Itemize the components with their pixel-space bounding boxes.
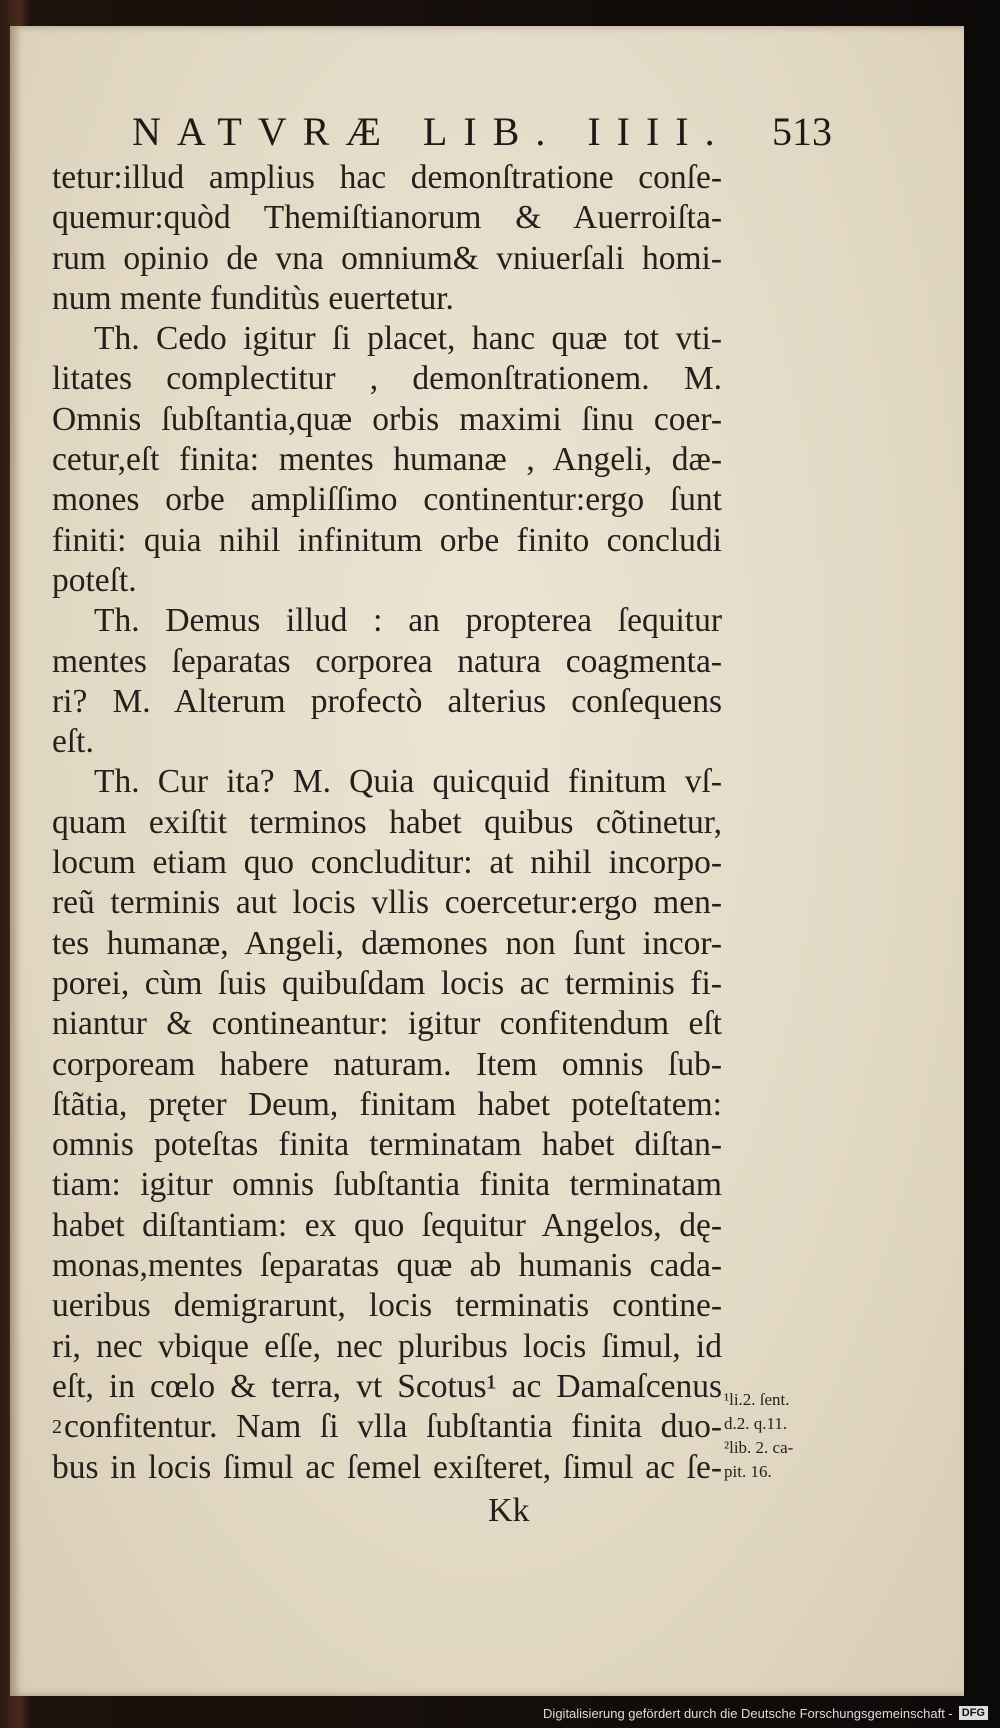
text-line: bus in locis ſimul ac ſemel exiſteret, ſimul ac ſe- bbox=[52, 1448, 722, 1486]
text-line: porei, cùm ſuis quibuſdam locis ac terminis fi- bbox=[52, 964, 722, 1002]
text-line-content: confitentur. Nam ſi vlla ſubſtantia finita duo- bbox=[64, 1408, 722, 1446]
credit-text: Digitalisierung gefördert durch die Deutsche Forschungsgemeinschaft - bbox=[543, 1705, 953, 1721]
text-line: quemur:quòd Themiſtianorum & Auerroiſta- bbox=[52, 199, 722, 237]
text-line: ri? M. Alterum profectò alterius conſequens bbox=[52, 682, 722, 720]
text-line: tes humanæ, Angeli, dæmones non ſunt incor- bbox=[52, 924, 722, 962]
margin-note: pit. 16. bbox=[724, 1462, 772, 1481]
text-line: Th. Demus illud : an propterea ſequitur bbox=[94, 602, 722, 640]
text-line: corpoream habere naturam. Item omnis ſub- bbox=[52, 1045, 722, 1083]
text-line: finiti: quia nihil infinitum orbe finito concludi bbox=[52, 521, 722, 559]
digitization-credit bbox=[543, 1702, 988, 1724]
text-line: poteſt. bbox=[52, 561, 137, 599]
body-text bbox=[52, 158, 722, 1488]
margin-note: d.2. q.11. bbox=[724, 1414, 788, 1433]
text-line: omnis poteſtas finita terminatam habet diſtan- bbox=[52, 1126, 722, 1164]
text-line: locum etiam quo concluditur: at nihil incorpo- bbox=[52, 844, 722, 882]
text-line: niantur & contineantur: igitur confitendum eſt bbox=[52, 1005, 722, 1043]
text-line: cetur,eſt finita: mentes humanæ , Angeli, dæ- bbox=[52, 441, 722, 479]
text-line: Th. Cedo igitur ſi placet, hanc quæ tot vti- bbox=[94, 320, 722, 358]
text-line: eſt. bbox=[52, 723, 94, 761]
text-line: num mente funditùs euertetur. bbox=[52, 279, 454, 317]
text-line: tetur:illud amplius hac demonſtratione conſe- bbox=[52, 159, 722, 196]
text-line bbox=[52, 1407, 722, 1447]
text-line: reũ terminis aut locis vllis coercetur:ergo men- bbox=[52, 884, 722, 922]
running-title: NATVRÆ LIB. IIII. bbox=[132, 109, 731, 154]
page-number: 513 bbox=[772, 109, 832, 154]
margin-note: ¹li.2. ſent. bbox=[724, 1390, 790, 1409]
text-line: ueribus demigrarunt, locis terminatis contine- bbox=[52, 1287, 722, 1325]
text-line: tiam: igitur omnis ſubſtantia finita terminatam bbox=[52, 1166, 722, 1204]
running-head bbox=[132, 108, 832, 160]
text-line: monas,mentes ſeparatas quæ ab humanis cada- bbox=[52, 1247, 722, 1285]
text-line: quam exiſtit terminos habet quibus cõtinetur, bbox=[52, 803, 722, 841]
text-line: Th. Cur ita? M. Quia quicquid finitum vſ- bbox=[94, 763, 722, 801]
text-line: ri, nec vbique eſſe, nec pluribus locis ſimul, id bbox=[52, 1327, 722, 1365]
margin-note: ²lib. 2. ca- bbox=[724, 1438, 794, 1457]
text-line: rum opinio de vna omnium& vniuerſali homi- bbox=[52, 239, 722, 277]
text-line: habet diſtantiam: ex quo ſequitur Angelos, dę- bbox=[52, 1206, 722, 1244]
dfg-logo: DFG bbox=[959, 1706, 988, 1720]
text-line: eſt, in cœlo & terra, vt Scotus¹ ac Damaſcenus bbox=[52, 1367, 722, 1405]
text-line: litates complectitur , demonſtrationem. M. bbox=[52, 360, 722, 398]
text-line: mones orbe ampliſſimo continentur:ergo ſunt bbox=[52, 481, 722, 519]
text-line: mentes ſeparatas corporea natura coagmenta- bbox=[52, 642, 722, 680]
footnote-marker: 2 bbox=[52, 1416, 62, 1439]
text-line: Omnis ſubſtantia,quæ orbis maximi ſinu coer- bbox=[52, 400, 722, 438]
catchword: Kk bbox=[488, 1492, 530, 1529]
marginal-notes bbox=[724, 1388, 844, 1484]
text-line: ſtãtia, pręter Deum, finitam habet poteſtatem: bbox=[52, 1085, 722, 1123]
